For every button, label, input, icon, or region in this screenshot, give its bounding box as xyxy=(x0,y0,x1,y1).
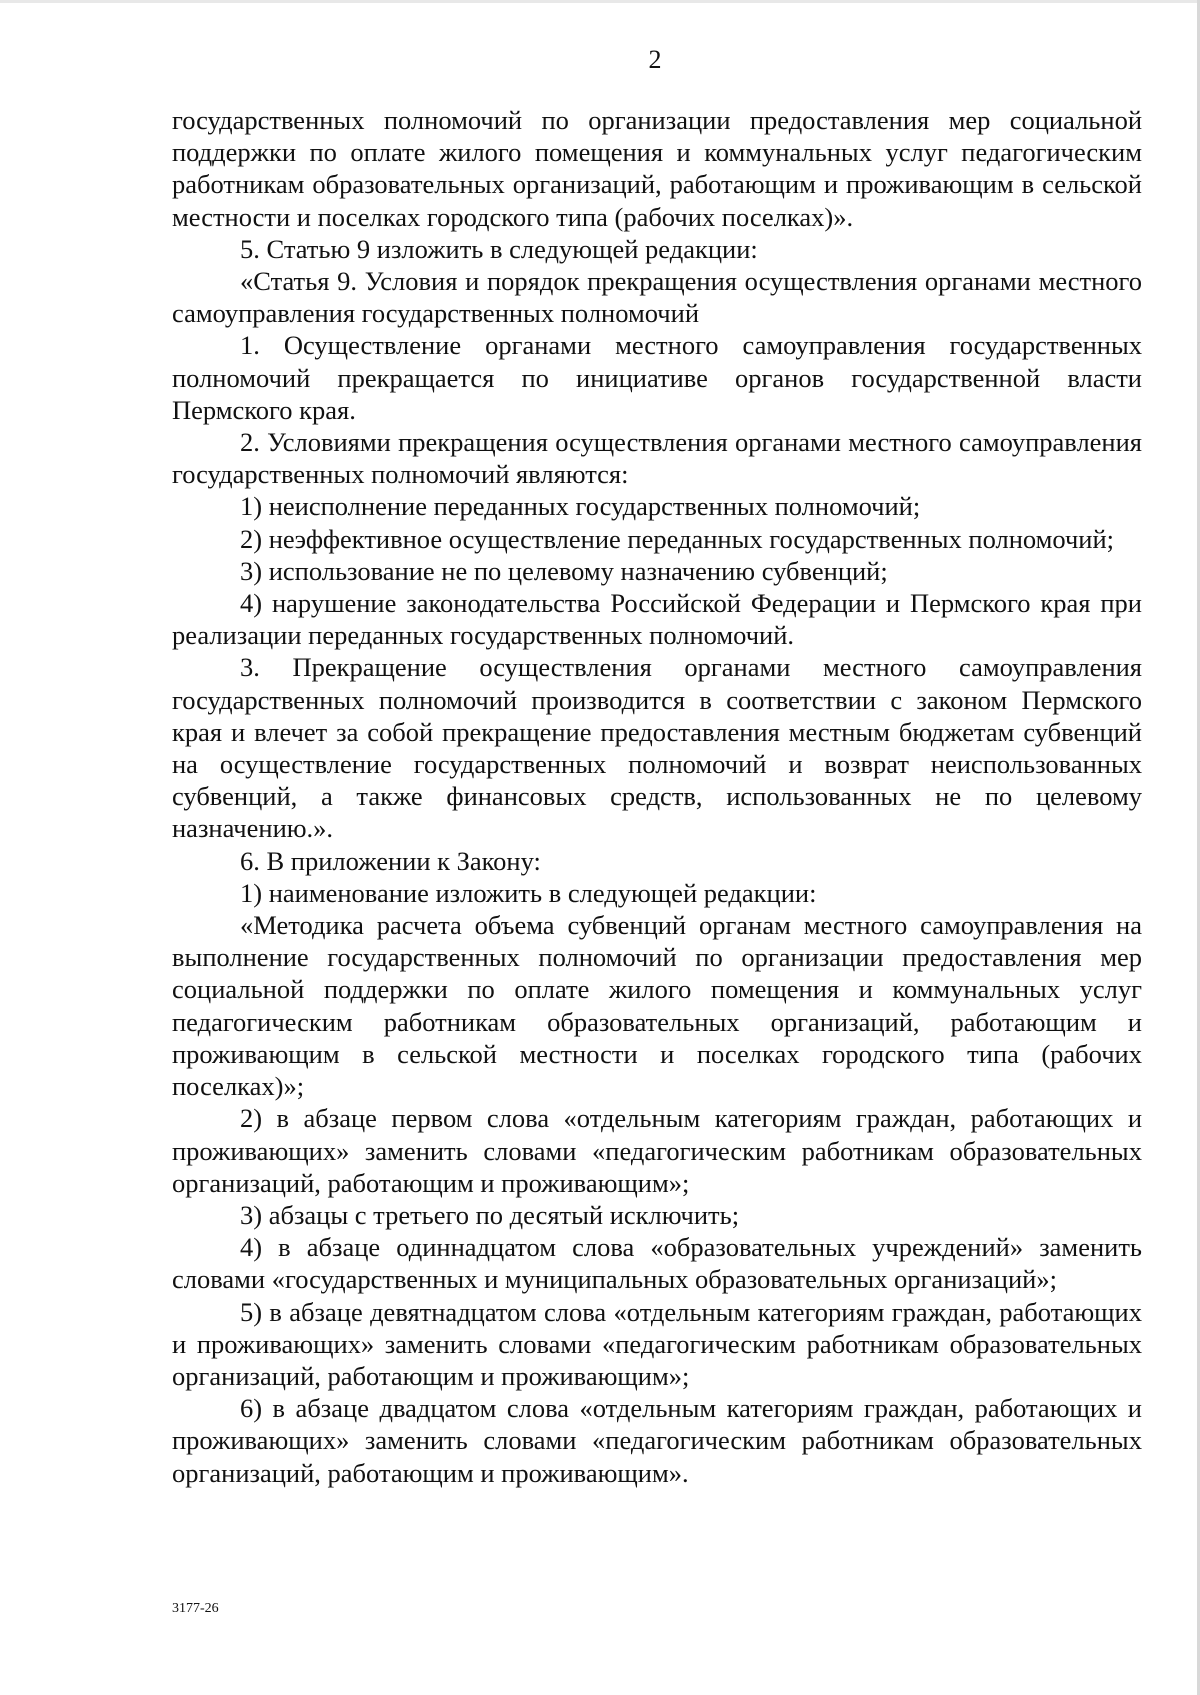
paragraph-article-9-title: «Статья 9. Условия и порядок прекращения осуществления органами местного самоуправления государственных полномочий xyxy=(172,266,1142,329)
scan-edge-top xyxy=(0,0,1200,3)
document-body xyxy=(172,104,1142,1489)
page-number: 2 xyxy=(648,45,662,74)
paragraph-subitem-6: 6) в абзаце двадцатом слова «отдельным категориям граждан, работающих и проживающих» заменить словами «педагогическим работникам образовательных организаций, работающим и проживающим». xyxy=(172,1393,1142,1488)
paragraph-condition-1: 1) неисполнение переданных государственных полномочий; xyxy=(240,491,921,522)
paragraph-subitem-5: 5) в абзаце девятнадцатом слова «отдельным категориям граждан, работающих и проживающих» заменить словами «педагогическим работникам образовательных организаций, работающим и проживающим»; xyxy=(172,1296,1142,1391)
paragraph-continuation: государственных полномочий по организации предоставления мер социальной поддержки по оплате жилого помещения и коммунальных услуг педагогическим работникам образовательных организаций, работающим и проживающим в сельской местности и поселках городского типа (рабочих поселках)». xyxy=(172,105,1142,232)
paragraph-item-6: 6. В приложении к Закону: xyxy=(240,845,541,876)
paragraph-methodology-title: «Методика расчета объема субвенций органам местного самоуправления на выполнение государственных полномочий по организации предоставления мер социальной поддержки по оплате жилого помещения и коммунальных услуг педагогическим работникам образовательных организаций, работающим и проживающим в сельской местности и поселках городского типа (рабочих поселках)»; xyxy=(172,910,1142,1102)
paragraph-condition-3: 3) использование не по целевому назначению субвенций; xyxy=(240,555,888,586)
paragraph-article-9-part-3: 3. Прекращение осуществления органами местного самоуправления государственных полномочий производится в соответствии с законом Пермского края и влечет за собой прекращение предоставления местным бюджетам субвенций на осуществление государственных полномочий и возврат неиспользованных субвенций, а также финансовых средств, использованных не по целевому назначению.». xyxy=(172,652,1142,844)
paragraph-item-5: 5. Статью 9 изложить в следующей редакции: xyxy=(240,233,758,264)
paragraph-subitem-4: 4) в абзаце одиннадцатом слова «образовательных учреждений» заменить словами «государственных и муниципальных образовательных организаций»; xyxy=(172,1232,1142,1295)
paragraph-subitem-1: 1) наименование изложить в следующей редакции: xyxy=(240,877,817,908)
paragraph-article-9-part-2: 2. Условиями прекращения осуществления органами местного самоуправления государственных полномочий являются: xyxy=(172,427,1142,490)
paragraph-subitem-2: 2) в абзаце первом слова «отдельным категориям граждан, работающих и проживающих» заменить словами «педагогическим работникам образовательных организаций, работающим и проживающим»; xyxy=(172,1103,1142,1198)
paragraph-subitem-3: 3) абзацы с третьего по десятый исключить; xyxy=(240,1199,740,1230)
paragraph-condition-2: 2) неэффективное осуществление переданных государственных полномочий; xyxy=(240,523,1115,554)
paragraph-condition-4: 4) нарушение законодательства Российской Федерации и Пермского края при реализации переданных государственных полномочий. xyxy=(172,588,1142,651)
document-code: 3177-26 xyxy=(172,1601,219,1616)
paragraph-article-9-part-1: 1. Осуществление органами местного самоуправления государственных полномочий прекращается по инициативе органов государственной власти Пермского края. xyxy=(172,330,1142,425)
